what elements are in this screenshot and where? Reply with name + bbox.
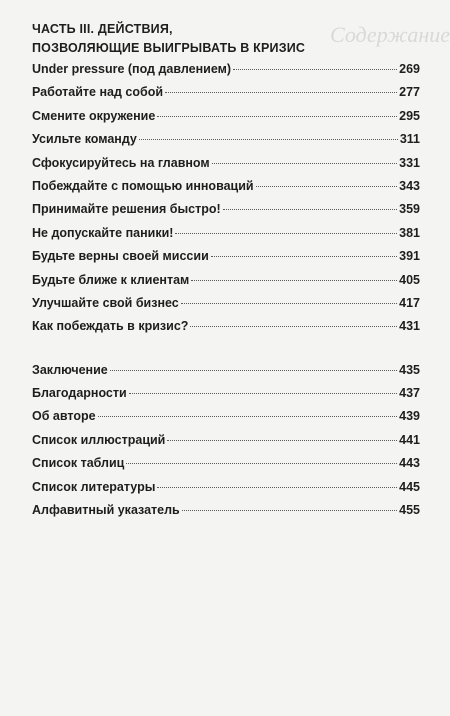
dot-leader xyxy=(182,510,397,511)
part-heading-line2: ПОЗВОЛЯЮЩИЕ ВЫИГРЫВАТЬ В КРИЗИС xyxy=(32,41,306,55)
toc-entry xyxy=(32,109,420,132)
toc-entry-page: 359 xyxy=(399,202,420,217)
toc-entry xyxy=(32,480,420,503)
toc-entry-page: 343 xyxy=(399,178,420,193)
back-matter-list xyxy=(32,363,420,527)
toc-entry-page: 391 xyxy=(399,249,420,264)
toc-entry xyxy=(32,132,420,155)
toc-entry xyxy=(32,249,420,272)
toc-entry xyxy=(32,409,420,432)
toc-entry xyxy=(32,319,420,342)
toc-entry xyxy=(32,363,420,386)
toc-entry-page: 417 xyxy=(399,295,420,310)
dot-leader xyxy=(190,326,397,327)
toc-entry-title: Усильте команду xyxy=(32,132,137,147)
toc-entry-title: Смените окружение xyxy=(32,108,156,123)
dot-leader xyxy=(212,163,397,164)
show-through-title: Содержание xyxy=(330,22,450,47)
toc-entry-title: Алфавитный указатель xyxy=(32,503,180,518)
toc-entry-page: 269 xyxy=(399,62,420,76)
part-heading xyxy=(32,20,420,58)
toc-entry-page: 431 xyxy=(399,319,420,334)
toc-entry-page: 455 xyxy=(399,503,420,518)
dot-leader xyxy=(181,303,397,304)
toc-entry xyxy=(32,433,420,456)
toc-entry-page: 277 xyxy=(399,85,420,100)
toc-entry xyxy=(32,62,420,85)
dot-leader xyxy=(233,69,397,70)
toc-entry-page: 381 xyxy=(399,225,420,240)
toc-entry xyxy=(32,202,420,225)
toc-entry-title: Улучшайте свой бизнес xyxy=(32,295,179,310)
dot-leader xyxy=(126,463,397,464)
toc-entry-title: Об авторе xyxy=(32,409,96,424)
toc-entry-page: 437 xyxy=(399,386,420,401)
dot-leader xyxy=(191,280,397,281)
dot-leader xyxy=(165,92,397,93)
toc-entry-title: Under pressure (под давлением) xyxy=(32,62,232,76)
toc-entry-title: Не допускайте паники! xyxy=(32,225,174,240)
toc-entry xyxy=(32,226,420,249)
toc-entry-title: Будьте ближе к клиентам xyxy=(32,272,190,287)
toc-entry-page: 405 xyxy=(399,272,420,287)
toc-entry xyxy=(32,156,420,179)
dot-leader xyxy=(175,233,397,234)
dot-leader xyxy=(157,116,397,117)
dot-leader xyxy=(223,209,397,210)
dot-leader xyxy=(98,416,398,417)
toc-entry-page: 311 xyxy=(399,132,420,147)
toc-entry-page: 441 xyxy=(399,432,420,447)
toc-entry xyxy=(32,503,420,526)
dot-leader xyxy=(256,186,398,187)
toc-entry-title: Список иллюстраций xyxy=(32,432,166,447)
chapter-list xyxy=(32,62,420,343)
toc-entry xyxy=(32,296,420,319)
toc-entry-title: Заключение xyxy=(32,362,108,377)
toc-entry-title: Список литературы xyxy=(32,479,156,494)
toc-entry-title: Список таблиц xyxy=(32,456,125,471)
toc-entry xyxy=(32,456,420,479)
part-heading-line1: ЧАСТЬ III. ДЕЙСТВИЯ, xyxy=(32,22,173,36)
toc-entry-title: Работайте над собой xyxy=(32,85,164,100)
toc-entry-title: Побеждайте с помощью инноваций xyxy=(32,178,254,193)
dot-leader xyxy=(110,370,397,371)
toc-entry-page: 295 xyxy=(399,108,420,123)
dot-leader xyxy=(139,139,398,140)
toc-entry xyxy=(32,273,420,296)
toc-entry-title: Как побеждать в кризис? xyxy=(32,319,189,334)
dot-leader xyxy=(157,487,397,488)
dot-leader xyxy=(211,256,397,257)
toc-entry-title: Благодарности xyxy=(32,386,127,401)
toc-entry xyxy=(32,179,420,202)
toc-entry-title: Сфокусируйтесь на главном xyxy=(32,155,210,170)
toc-entry-page: 439 xyxy=(399,409,420,424)
dot-leader xyxy=(167,440,397,441)
toc-entry xyxy=(32,85,420,108)
table-of-contents xyxy=(32,20,420,526)
toc-entry-page: 443 xyxy=(399,456,420,471)
section-gap xyxy=(32,343,420,363)
toc-entry-page: 445 xyxy=(399,479,420,494)
toc-entry-page: 435 xyxy=(399,362,420,377)
dot-leader xyxy=(129,393,397,394)
toc-entry-title: Будьте верны своей миссии xyxy=(32,249,209,264)
toc-entry xyxy=(32,386,420,409)
toc-entry-title: Принимайте решения быстро! xyxy=(32,202,221,217)
toc-entry-page: 331 xyxy=(399,155,420,170)
